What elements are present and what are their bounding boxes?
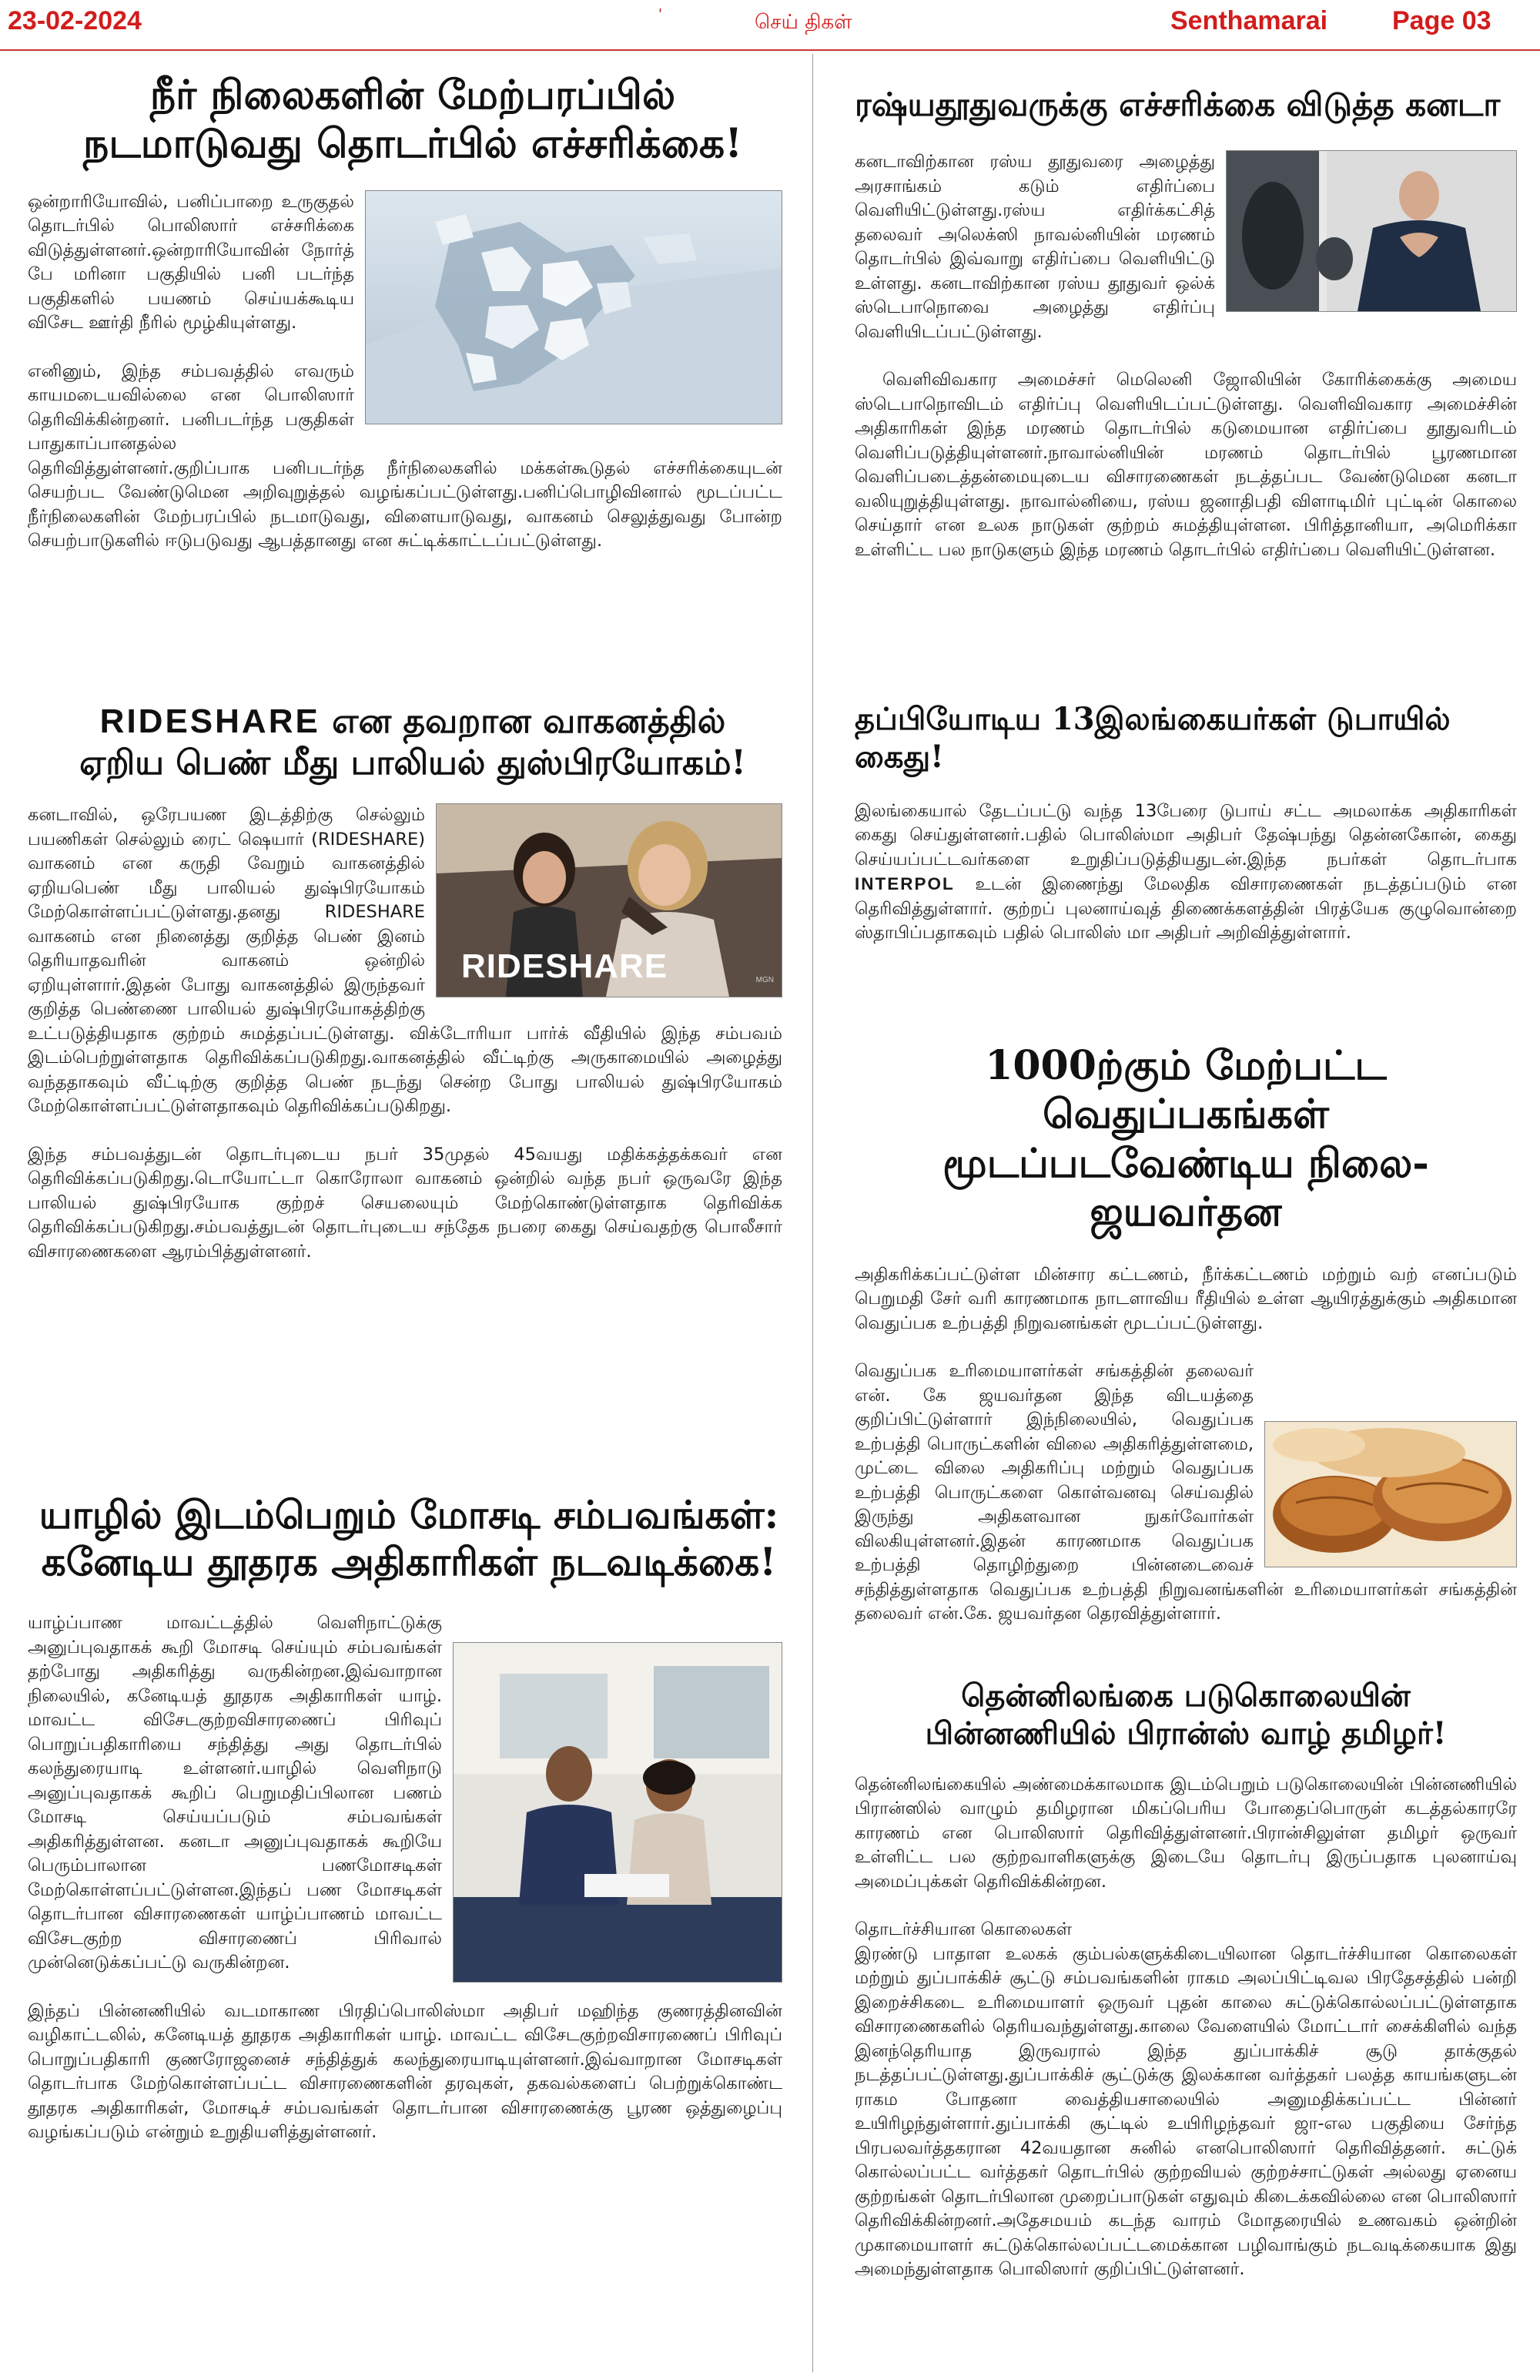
headline-line-1: என தவறான வாகனத்தில் <box>320 702 726 741</box>
article-paragraph: வெதுப்பக உரிமையாளர்கள் சங்கத்தின் தலைவர் என். கே ஜயவர்தன இந்த விடயத்தை குறிப்பிட்டுள்ளார் இந்நிலையில், வெதுப்பக உற்பத்தி பொருட்களின் விலை அதிகரித்துள்ளமை, முட்டை விலை அதிகரிப்பு மற்றும் வெதுப்பக உற்பத்தி பொருட்களை கொள்வனவு செய்வதில் இருந்து அதிகளவான நுகர்வோர்கள் விலகியுள்ளனர்.இதன் காரணமாக வெதுப்பக உற்பத்தி தொழிற்துறை பின்னடைவைச் சந்தித்துள்ளதாக வெதுப்பக உற்பத்தி நிறுவனங்களின் உரிமையாளர்கள் சங்கத்தின் தலைவர் என்.கே. ஜயவர்தன தெரவித்துள்ளார். <box>855 1361 1517 1624</box>
article-headline <box>28 71 782 169</box>
article-paragraph: ஒன்றாரியோவில், பனிப்பாறை உருகுதல் தொடர்பில் பொலிஸார் எச்சரிக்கை விடுத்துள்ளனர்.ஒன்றாரியோவின் நோர்த் பே மரினா பகுதியில் பனி படர்ந்த பகுதிகளில் பயணம் செய்யக்கூடிய விசேட ஊர்தி நீரில் மூழ்கியுள்ளது. <box>28 191 354 334</box>
headline-line-2: கனேடிய தூதரக அதிகாரிகள் நடவடிக்கை! <box>41 1539 777 1584</box>
article-body <box>855 799 1517 946</box>
article-body <box>855 1263 1517 1627</box>
article-body <box>28 803 782 1264</box>
article-body <box>28 1611 782 2145</box>
headline-line-2: ஏறிய பெண் மீது பாலியல் துஸ்பிரயோகம்! <box>79 742 746 783</box>
article-headline: தப்பியோடிய 13இலங்கையர்கள் டுபாயில் கைது! <box>855 701 1451 775</box>
article-paragraph: கனடாவில், ஒரேபயண இடத்திற்கு செல்லும் பயணிகள் செல்லும் ரைட் ஷெயார் (RIDESHARE) வாகனம் என கருதி வேறும் வாகனத்தில் ஏறியபெண் மீது பாலியல் துஷ்பிரயோகம் மேற்கொள்ளப்பட்டுள்ளது.தனது RIDESHARE வாகனம் என நினைத்து குறித்த பெண் இனம் தெரியாதவரின் வாகனம் ஒன்றில் ஏறியுள்ளார்.இதன் போது வாகனத்தில் இருந்தவர் குறித்த பெண்ணை பாலியல் துஷ்பிரயோகத்திற்கு உட்படுத்தியதாக குற்றம் சுமத்தப்பட்டுள்ளது. விக்டோரியா பார்க் வீதியில் இந்த சம்பவம் இடம்பெற்றுள்ளதாக தெரிவிக்கப்படுகிறது.வாகனத்தில் வீட்டிற்கு அருகாமையில் அழைத்து வந்ததாகவும் வீட்டிற்கு குறித்த பெண் நடந்து சென்ற போது பாலியல் துஷ்பிரயோகம் மேற்கொள்ளப்பட்டுள்ளதாகவும் தெரிவிக்கப்படுகிறது. <box>28 805 782 1117</box>
headline-line-1: நீர் நிலைகளின் மேற்பரப்பில் <box>149 72 676 119</box>
ice-photo <box>365 190 782 424</box>
navalny-photo <box>1226 150 1517 312</box>
article-paragraph: இலங்கையால் தேடப்பட்டு வந்த 13பேரை டுபாய் சட்ட அமலாக்க அதிகாரிகள் கைது செய்துள்ளனர்.பதில் பொலிஸ்மா அதிபர் தேஷ்பந்து தென்னகோன், கைது செய்யப்பட்டவர்களை உறுதிப்படுத்தியதுடன்.இந்த நபர்கள் தொடர்பாக INTERPOL உடன் இணைந்து மேலதிக விசாரணைகள் நடத்தப்படும் என தெரிவித்துள்ளார். குற்றப் புலனாய்வுத் திணைக்களத்தின் பிரத்யேக குழுவொன்றை ஸ்தாபிப்பதாகவும் பதில் பொலிஸ் மா அதிபர் அறிவித்துள்ளார். <box>855 800 1517 944</box>
article-subheading: தொடர்ச்சியான கொலைகள் <box>855 1919 1073 1940</box>
article-paragraph: வெளிவிவகார அமைச்சர் மெலெனி ஜோலியின் கோரிக்கைக்கு அமைய ஸ்டெபாநொவிடம் எதிர்ப்பு வெளியிடப்பட்டுள்ளது. வெளிவிவகார அமைச்சின் அதிகாரிகள் இந்த மரணம் தொடர்பில் கடுமையான எதிர்ப்பை தூதுவரிடம் வெளிப்படுத்தியுள்ளனர்.நாவால்னியின் மரணம் தொடர்பில் பூரணமான வெளிப்படைத்தன்மையுடைய விசாரணைகள் நடத்தப்பட வேண்டுமென கனடா வலியுறுத்தியுள்ளது. நாவால்னியை, ரஸ்ய ஜனாதிபதி விளாடிமிர் புட்டின் கொலை செய்தார் என உலக நாடுகள் குற்றம் சுமத்தியுள்ளன. பிரித்தானியா, அமெரிக்கா உள்ளிட்ட பல நாடுகளும் இந்த மரணம் தொடர்பில் எதிர்ப்பை வெளியிட்டுள்ளன. <box>855 370 1517 560</box>
rideshare-overlay-text: RIDESHARE <box>461 947 668 985</box>
ice-photo-image <box>366 191 782 424</box>
navalny-photo-image <box>1227 151 1516 311</box>
section-name: செய் திகள் <box>755 11 852 34</box>
article-body <box>855 1773 1517 2282</box>
article-headline <box>28 1491 782 1585</box>
headline-line-2: மூடப்படவேண்டிய நிலை- ஜயவர்தன <box>942 1139 1429 1236</box>
article-headline <box>855 1041 1517 1237</box>
article-rideshare <box>28 701 782 1264</box>
rideshare-photo <box>436 803 782 997</box>
bread-photo-image <box>1265 1422 1516 1567</box>
article-paragraph: அதிகரிக்கப்பட்டுள்ள மின்சார கட்டணம், நீர்க்கட்டணம் மற்றும் வற் எனப்படும் பெறுமதி சேர் வரி காரணமாக நாடளாவிய ரீதியில் உள்ள ஆயிரத்துக்கும் அதிகமான வெதுப்பக உற்பத்தி நிறுவனங்கள் மூடப்பட்டுள்ளது. <box>855 1264 1517 1333</box>
article-paragraph: இந்த சம்பவத்துடன் தொடர்புடைய நபர் 35முதல் 45வயது மதிக்கத்தக்கவர் என தெரிவிக்கப்படுகிறது.டொயோட்டா கொரோலா வாகனம் ஒன்றில் வந்த நபர் ஒருவரே இந்த பாலியல் துஷ்பிரயோக குற்றச் செயலையும் மேற்கொண்டுள்ளதாக தெரிவிக்க தெரிவிக்கப்படுகிறது.சம்பவத்துடன் தொடர்புடைய சந்தேக நபரை கைது செய்வதற்கு பொலீசார் விசாரணைகளை ஆரம்பித்துள்ளனர். <box>28 1144 782 1262</box>
photo-credit: MGN <box>755 975 774 984</box>
article-paragraph: எனினும், இந்த சம்பவத்தில் எவரும் காயமடையவில்லை என பொலிஸார் தெரிவிக்கின்றனர். பனிபடர்ந்த பகுதிகள் பாதுகாப்பானதல்ல தெரிவித்துள்ளனர்.குறிப்பாக பனிபடர்ந்த நீர்நிலைகளில் மக்கள்கூடுதல் எச்சரிக்கையுடன் செயற்பட வேண்டுமென அறிவுறுத்தல் வழங்கப்பட்டுள்ளது.பனிப்பொழிவினால் மூடப்பட்ட நீர்நிலைகளின் மேற்பரப்பில் நடமாடுவது, விளையாடுவது, வாகனம் செலுத்துவது போன்ற செயற்பாடுகளில் ஈடுபடுவது ஆபத்தானது என சுட்டிக்காட்டப்பட்டுள்ளது. <box>28 360 782 551</box>
article-jaffna-fraud <box>28 1491 782 2145</box>
article-bakeries <box>855 1041 1517 1627</box>
article-paragraph: கனடாவிற்கான ரஸ்ய தூதுவரை அழைத்து அரசாங்கம் கடும் எதிர்ப்பை வெளியிட்டுள்ளது.ரஸ்ய எதிர்க்கட்சித் தலைவர் அலெக்ஸி நாவல்னியின் மரணம் தொடர்பில் இவ்வாறு எதிர்ப்பை வெளியிட்டு உள்ளது. கனடாவிற்கான ரஸ்ய தூதுவர் ஒல்க் ஸ்டெபாநொவை அழைத்து எதிர்ப்பு வெளியிடப்பட்டுள்ளது. <box>855 152 1215 342</box>
column-divider <box>812 54 813 2372</box>
article-russia-envoy <box>855 85 1517 562</box>
headline-line-2: நடமாடுவது தொடர்பில் எச்சரிக்கை! <box>82 120 743 168</box>
article-headline <box>28 701 782 783</box>
article-body <box>28 190 782 554</box>
article-ice-warning <box>28 71 782 554</box>
article-paragraph: யாழ்ப்பாண மாவட்டத்தில் வெளிநாட்டுக்கு அனுப்புவதாகக் கூறி மோசடி செய்யும் சம்பவங்கள் தற்போது அதிகரித்து வருகின்றன.இவ்வாறான நிலையில், கனேடியத் தூதரக அதிகாரிகள் யாழ். மாவட்ட விசேடகுற்றவிசாரணைப் பிரிவுப் பொறுப்பதிகாரியை சந்தித்து அது தொடர்பில் கலந்துரையாடி உள்ளனர்.யாழில் வெளிநாடு அனுப்புவதாகக் கூறிப் பெறுமதிப்பிலான பணம் மோசடி செய்யப்படும் சம்பவங்கள் அதிகரித்துள்ளன. கனடா அனுப்புவதாகக் கூறியே பெரும்பாலான பணமோசடிகள் மேற்கொள்ளப்பட்டுள்ளன.இந்தப் பண மோசடிகள் தொடர்பான விசாரணைகள் யாழ்ப்பாணம் மாவட்ட விசேடகுற்ற விசாரணைப் பிரிவால் முன்னெடுக்கப்பட்டு வருகின்றன. <box>28 1613 442 1973</box>
article-france-link <box>855 1678 1517 2282</box>
headline-line-1: 1000ற்கும் மேற்பட்ட வெதுப்பகங்கள் <box>985 1042 1387 1138</box>
headline-line-2: பின்னணியில் பிரான்ஸ் வாழ் தமிழர்! <box>925 1715 1447 1751</box>
jaffna-photo <box>453 1642 782 1983</box>
article-body <box>855 150 1517 562</box>
article-headline <box>855 1678 1517 1753</box>
article-headline: ரஷ்யதூதுவருக்கு எச்சரிக்கை விடுத்த கனடா <box>855 85 1501 123</box>
paper-name: Senthamarai <box>1170 6 1328 35</box>
article-paragraph: தென்னிலங்கையில் அண்மைக்காலமாக இடம்பெறும் படுகொலையின் பின்னணியில் பிரான்ஸில் வாழும் தமிழரான மிகப்பெரிய போதைப்பொருள் கடத்தல்காரரே காரணம் என பொலிஸார் தெரிவித்துள்ளனர்.பிரான்சிலுள்ள தமிழர் ஒருவர் உள்ளிட்ட பல குற்றவாளிகளுக்கு இடையே தொடர்பு இருப்பதாக புலனாய்வு அமைப்புக்கள் தெரிவிக்கின்றன. <box>855 1774 1517 1892</box>
page-number: Page 03 <box>1392 6 1491 35</box>
bread-photo <box>1264 1421 1517 1567</box>
headline-line-1: யாழில் இடம்பெறும் மோசடி சம்பவங்கள்: <box>38 1492 779 1537</box>
jaffna-photo-image <box>454 1643 782 1982</box>
headline-line-1: தென்னிலங்கை படுகொலையின் <box>961 1678 1411 1714</box>
article-dubai-arrests <box>855 701 1517 946</box>
article-paragraph: இரண்டு பாதாள உலகக் கும்பல்களுக்கிடையிலான தொடர்ச்சியான கொலைகள் மற்றும் துப்பாக்கிச் சூட்டு சம்பவங்களின் ராகம அலப்பிட்டிவல பிரதேசத்தில் பன்றி இறைச்சிகடை உரிமையாளர் ஒருவர் புதன் காலை சுட்டுக்கொல்லப்பட்டுள்ளதாக விசாரணைகளில் தெரியவந்துள்ளது.காலை வேளையில் மோட்டார் சைக்கிளில் வந்த இனந்தெரியாத இருவரால் இந்த துப்பாக்கிச் சூடு தாக்குதல் நடத்தப்பட்டுள்ளது.துப்பாக்கிச் சூட்டுக்கு இலக்கான வர்த்தகர் பலத்த காயங்களுடன் ராகம போதனா வைத்தியசாலையில் அனுமதிக்கப்பட்ட பின்னர் உயிரிழந்துள்ளார்.துப்பாக்கி சூட்டில் உயிரிழந்தவர் ஜா-எல பகுதியை சேர்ந்த பிரபலவர்த்தகரான 42வயதான சுனில் எனபொலிஸார் தெரிவித்தனர். சுட்டுக் கொல்லப்பட்ட வர்த்தகர் தொடர்பில் குற்றவியல் குற்றச்சாட்டுகள் அல்லது ஏனைய குற்றங்கள் தொடர்பிலான முறைப்பாடுகள் எதுவும் கிடைக்கவில்லை என பொலிஸார் தெரிவிக்கின்றனர்.அதேசமயம் கடந்த வாரம் மோதரையில் உணவகம் ஒன்றின் முகாமையாளர் சுட்டுக்கொல்லப்பட்டமைக்கான பழிவாங்கும் நடவடிக்கையாக இது அமைந்துள்ளதாக பொலிஸார் குறிப்பிட்டுள்ளனர். <box>855 1943 1517 2280</box>
page-header <box>0 0 1540 51</box>
header-dot: ' <box>658 6 662 22</box>
issue-date: 23-02-2024 <box>8 6 142 35</box>
article-paragraph: இந்தப் பின்னணியில் வடமாகாண பிரதிப்பொலிஸ்மா அதிபர் மஹிந்த குணரத்தினவின் வழிகாட்டலில், கனேடியத் தூதரக அதிகாரிகள் யாழ். மாவட்ட விசேடகுற்றவிசாரணைப் பிரிவுப் பொறுப்பதிகாரி குணரோஜனைச் சந்தித்துக் கலந்துரையாடியுள்ளனர்.இவ்வாறான மோசடிகள் தொடர்பாக மேற்கொள்ளப்பட்ட விசாரணைகளின் தரவுகள், தகவல்களைப் பெற்றுக்கொண்ட தூதரக அதிகாரிகள், மோசடிச் சம்பவங்கள் தொடர்பான விசாரணைக்கு பூரண ஒத்துழைப்பு வழங்கப்படும் என்றும் உறுதியளித்துள்ளனர். <box>28 2000 782 2142</box>
headline-latin-word: RIDESHARE <box>99 702 320 740</box>
